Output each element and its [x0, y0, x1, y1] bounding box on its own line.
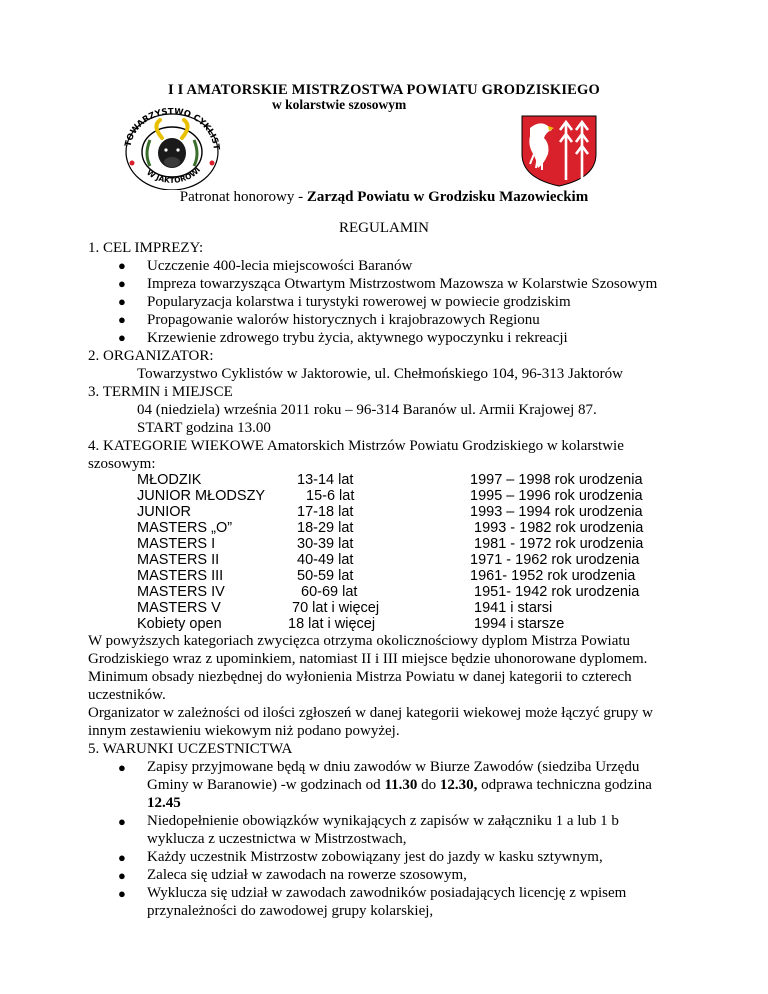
club-logo-icon: [110, 108, 235, 190]
category-name: MASTERS „O”: [137, 520, 233, 536]
section5-heading: 5. WARUNKI UCZESTNICTWA: [88, 741, 293, 757]
category-age: 17-18 lat: [297, 504, 354, 520]
awards-paragraph-line: Grodziskiego wraz z upominkiem, natomiast II i III miejsce będzie uhonorowane dyplomem.: [88, 651, 648, 667]
organizer-text: Towarzystwo Cyklistów w Jaktorowie, ul. Chełmońskiego 104, 96-313 Jaktorów: [137, 366, 623, 382]
category-name: MASTERS V: [137, 600, 221, 616]
category-years: 1951- 1942 rok urodzenia: [474, 584, 640, 600]
grouping-paragraph-line: Organizator w zależności od ilości zgłoszeń w danej kategorii wiekowej może łączyć grupy w: [88, 705, 653, 721]
category-name: JUNIOR MŁODSZY: [137, 488, 266, 504]
category-name: MASTERS III: [137, 568, 224, 584]
registration-start-time: 11.30: [384, 777, 418, 793]
category-years: 1971 - 1962 rok urodzenia: [470, 552, 640, 568]
grouping-paragraph-line: innym zestawieniu wiekowym niż podano powyżej.: [88, 723, 400, 739]
bullet-icon: ●: [118, 294, 126, 309]
bullet-icon: ●: [118, 850, 126, 865]
list-item: Uczczenie 400-lecia miejscowości Baranów: [147, 258, 413, 274]
category-name: MASTERS II: [137, 552, 220, 568]
category-name: MŁODZIK: [137, 472, 202, 488]
svg-text:W JAKTOROWIE: W JAKTOROWI: [145, 165, 203, 185]
bullet-icon: ●: [118, 312, 126, 327]
registration-end-time: 12.30,: [439, 777, 478, 793]
category-name: Kobiety open: [137, 616, 222, 632]
awards-paragraph-line: uczestników.: [88, 687, 166, 703]
license-rule-text-cont: przynależności do zawodowej grupy kolarskiej,: [147, 903, 434, 919]
category-age: 30-39 lat: [297, 536, 354, 552]
briefing-time: 12.45: [147, 795, 181, 811]
crest-icon: [518, 114, 600, 188]
category-years: 1993 - 1982 rok urodzenia: [474, 520, 644, 536]
helmet-rule-text: Każdy uczestnik Mistrzostw zobowiązany jest do jazdy w kasku sztywnym,: [147, 849, 603, 865]
briefing-text: odprawa techniczna godzina: [477, 777, 652, 793]
registration-hours: [147, 777, 652, 794]
date-place-text: 04 (niedziela) września 2011 roku – 96-314 Baranów ul. Armii Krajowej 87.: [137, 402, 597, 418]
bullet-icon: ●: [118, 258, 126, 273]
category-age: 13-14 lat: [297, 472, 354, 488]
list-item: Krzewienie zdrowego trybu życia, aktywnego wypoczynku i rekreacji: [147, 330, 568, 346]
section1-heading: 1. CEL IMPREZY:: [88, 240, 204, 256]
section2-heading: 2. ORGANIZATOR:: [88, 348, 214, 364]
registration-hours-to: do: [417, 777, 440, 793]
obligations-text-cont: wyklucza z uczestnictwa w Mistrzostwach,: [147, 831, 407, 847]
category-name: MASTERS I: [137, 536, 216, 552]
regulamin-heading: REGULAMIN: [339, 220, 429, 236]
document-subtitle: w kolarstwie szosowym: [272, 97, 407, 112]
patronat-line: [0, 189, 768, 206]
club-logo: [110, 108, 235, 190]
list-item: Popularyzacja kolarstwa i turystyki rowerowej w powiecie grodziskim: [147, 294, 571, 310]
license-rule-text: Wyklucza się udział w zawodach zawodników posiadających licencję z wpisem: [147, 885, 627, 901]
category-name: MASTERS IV: [137, 584, 225, 600]
registration-text: Zapisy przyjmowane będą w dniu zawodów w Biurze Zawodów (siedziba Urzędu: [147, 759, 640, 775]
bullet-icon: ●: [118, 886, 126, 901]
category-age: 15-6 lat: [306, 488, 355, 504]
section4-heading: 4. KATEGORIE WIEKOWE Amatorskich Mistrzów Powiatu Grodziskiego w kolarstwie: [88, 438, 624, 454]
bullet-icon: ●: [118, 868, 126, 883]
bullet-icon: ●: [118, 760, 126, 775]
category-age: 70 lat i więcej: [292, 600, 380, 616]
section3-heading: 3. TERMIN i MIEJSCE: [88, 384, 233, 400]
category-years: 1981 - 1972 rok urodzenia: [474, 536, 644, 552]
category-years: 1993 – 1994 rok urodzenia: [470, 504, 643, 520]
patronat-name: Zarząd Powiatu w Grodzisku Mazowieckim: [306, 189, 589, 205]
bullet-icon: ●: [118, 814, 126, 829]
awards-paragraph-line: W powyższych kategoriach zwycięzca otrzyma okolicznościowy dyplom Mistrza Powiatu: [88, 633, 631, 649]
category-age: 18 lat i więcej: [288, 616, 376, 632]
category-age: 40-49 lat: [297, 552, 354, 568]
road-bike-text: Zaleca się udział w zawodach na rowerze szosowym,: [147, 867, 467, 883]
category-years: 1994 i starsze: [474, 616, 565, 632]
awards-paragraph-line: Minimum obsady niezbędnej do wyłonienia Mistrza Powiatu w danej kategorii to czterech: [88, 669, 632, 685]
crest-logo: [518, 114, 600, 188]
start-time-text: START godzina 13.00: [137, 420, 271, 436]
bullet-icon: ●: [118, 330, 126, 345]
list-item: Propagowanie walorów historycznych i krajobrazowych Regionu: [147, 312, 540, 328]
category-name: JUNIOR: [137, 504, 191, 520]
category-age: 18-29 lat: [297, 520, 354, 536]
patronat-prefix: Patronat honorowy -: [179, 189, 307, 205]
document-title: I I AMATORSKIE MISTRZOSTWA POWIATU GRODZISKIEGO: [167, 82, 600, 98]
svg-text:TOWARZYSTWO CYKLISTÓW: TOWARZYSTWO CYKLIST: [123, 108, 222, 151]
category-age: 60-69 lat: [301, 584, 358, 600]
list-item: Impreza towarzysząca Otwartym Mistrzostwom Mazowsza w Kolarstwie Szosowym: [147, 276, 658, 292]
obligations-text: Niedopełnienie obowiązków wynikających z zapisów w załączniku 1 a lub 1 b: [147, 813, 619, 829]
category-age: 50-59 lat: [297, 568, 354, 584]
category-years: 1997 – 1998 rok urodzenia: [470, 472, 643, 488]
bullet-icon: ●: [118, 276, 126, 291]
category-years: 1995 – 1996 rok urodzenia: [470, 488, 643, 504]
category-years: 1941 i starsi: [474, 600, 553, 616]
category-years: 1961- 1952 rok urodzenia: [470, 568, 636, 584]
section4-heading-cont: szosowym:: [88, 456, 156, 472]
registration-hours-text: Gminy w Baranowie) -w godzinach od: [147, 777, 385, 793]
